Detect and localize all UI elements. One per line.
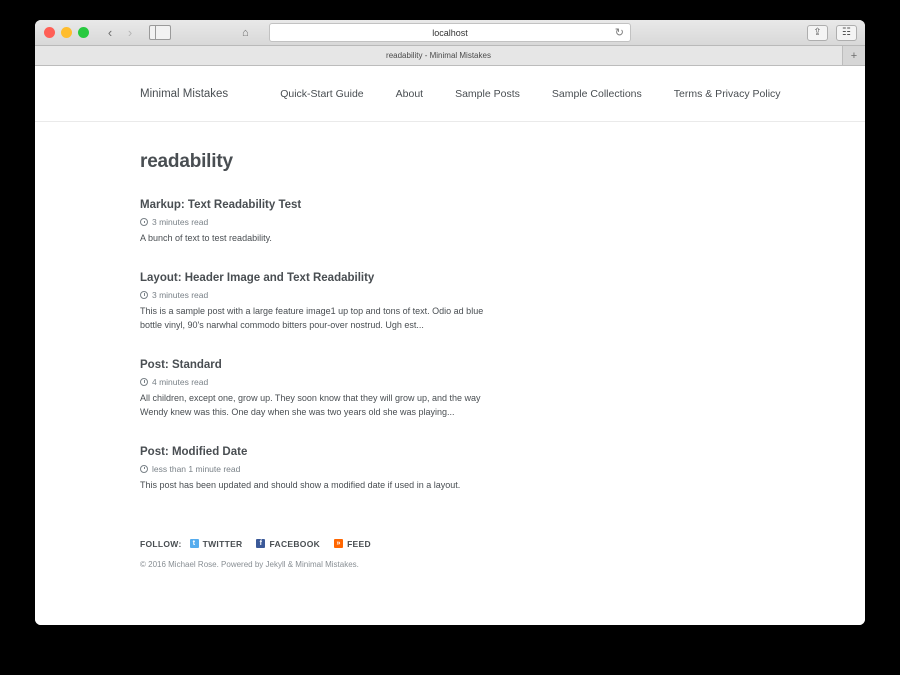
- facebook-icon: f: [256, 539, 265, 548]
- post-title-link[interactable]: Layout: Header Image and Text Readability: [140, 271, 375, 284]
- follow-row: [140, 539, 760, 549]
- show-tabs-icon[interactable]: ☷: [836, 25, 857, 41]
- post-excerpt: A bunch of text to test readability.: [140, 233, 272, 243]
- read-time: 4 minutes read: [152, 376, 209, 387]
- archive-content: [70, 151, 830, 589]
- post-list: [140, 199, 760, 493]
- read-time: less than 1 minute read: [152, 463, 241, 474]
- rss-feed-icon: »: [334, 539, 343, 548]
- minimize-window-button[interactable]: [61, 27, 72, 38]
- maximize-window-button[interactable]: [78, 27, 89, 38]
- social-link-twitter[interactable]: [190, 539, 243, 549]
- post-title-link[interactable]: Markup: Text Readability Test: [140, 199, 302, 211]
- twitter-icon: t: [190, 539, 199, 548]
- follow-label: FOLLOW:: [140, 538, 182, 549]
- post-excerpt: This post has been updated and should show a modified date if used in a layout.: [140, 479, 461, 490]
- post-meta: [140, 464, 490, 474]
- social-link-feed[interactable]: [334, 539, 371, 549]
- home-icon[interactable]: ⌂: [242, 26, 249, 39]
- nav-item-quick-start-guide[interactable]: Quick-Start Guide: [280, 87, 364, 100]
- clock-icon: [140, 291, 148, 299]
- clock-icon: [140, 218, 148, 226]
- post-meta: [140, 290, 490, 300]
- back-arrow-icon[interactable]: ‹: [107, 25, 113, 40]
- close-window-button[interactable]: [44, 27, 55, 38]
- share-icon[interactable]: ⇪: [807, 25, 828, 41]
- address-text: localhost: [432, 27, 468, 38]
- post-excerpt: All children, except one, grow up. They soon know that they will grow up, and the way Wendy knew was this. One day when she was two years old she was playing...: [140, 392, 481, 417]
- browser-toolbar: [35, 20, 865, 46]
- toolbar-right-buttons: [807, 25, 857, 41]
- read-time: 3 minutes read: [152, 289, 209, 300]
- tab-bar: [35, 46, 865, 66]
- post-title-link[interactable]: Post: Standard: [140, 358, 222, 371]
- reload-icon[interactable]: ↻: [614, 27, 624, 39]
- list-item: [140, 359, 490, 420]
- post-meta: [140, 377, 490, 387]
- list-item: [140, 446, 490, 493]
- post-title-link[interactable]: Post: Modified Date: [140, 445, 248, 458]
- social-link-facebook[interactable]: [256, 539, 320, 549]
- copyright-text: © 2016 Michael Rose. Powered by Jekyll & Minimal Mistakes.: [140, 559, 359, 569]
- nav-item-about[interactable]: About: [395, 87, 424, 100]
- forward-arrow-icon[interactable]: ›: [127, 25, 133, 40]
- browser-window: [35, 20, 865, 625]
- post-meta: [140, 217, 490, 227]
- tab-readability[interactable]: [35, 46, 843, 65]
- clock-icon: [140, 378, 148, 386]
- page-viewport: [35, 66, 865, 625]
- navigation-buttons: [101, 24, 139, 42]
- social-label: FACEBOOK: [269, 538, 321, 549]
- nav-item-sample-collections[interactable]: Sample Collections: [551, 87, 642, 100]
- site-title[interactable]: Minimal Mistakes: [140, 87, 229, 100]
- page-title: readability: [140, 151, 233, 172]
- list-item: [140, 199, 490, 246]
- post-excerpt: This is a sample post with a large feature image1 up top and tons of text. Odio ad blue bottle vinyl, 90's narwhal commodo bitters pour-over nostrud. Ugh est...: [140, 305, 484, 330]
- site-masthead: [35, 66, 865, 122]
- window-controls: [44, 27, 89, 38]
- sidebar-toggle-icon[interactable]: [149, 25, 171, 40]
- address-bar[interactable]: [242, 23, 631, 42]
- nav-item-terms-privacy-policy[interactable]: Terms & Privacy Policy: [673, 87, 781, 100]
- nav-item-sample-posts[interactable]: Sample Posts: [455, 87, 520, 100]
- social-label: FEED: [347, 538, 371, 549]
- new-tab-button[interactable]: +: [843, 46, 865, 65]
- page-footer: [140, 539, 760, 589]
- tab-title: readability - Minimal Mistakes: [386, 51, 491, 60]
- clock-icon: [140, 465, 148, 473]
- site-navigation: [280, 88, 780, 100]
- read-time: 3 minutes read: [152, 217, 209, 227]
- list-item: [140, 272, 490, 333]
- social-label: TWITTER: [202, 538, 243, 549]
